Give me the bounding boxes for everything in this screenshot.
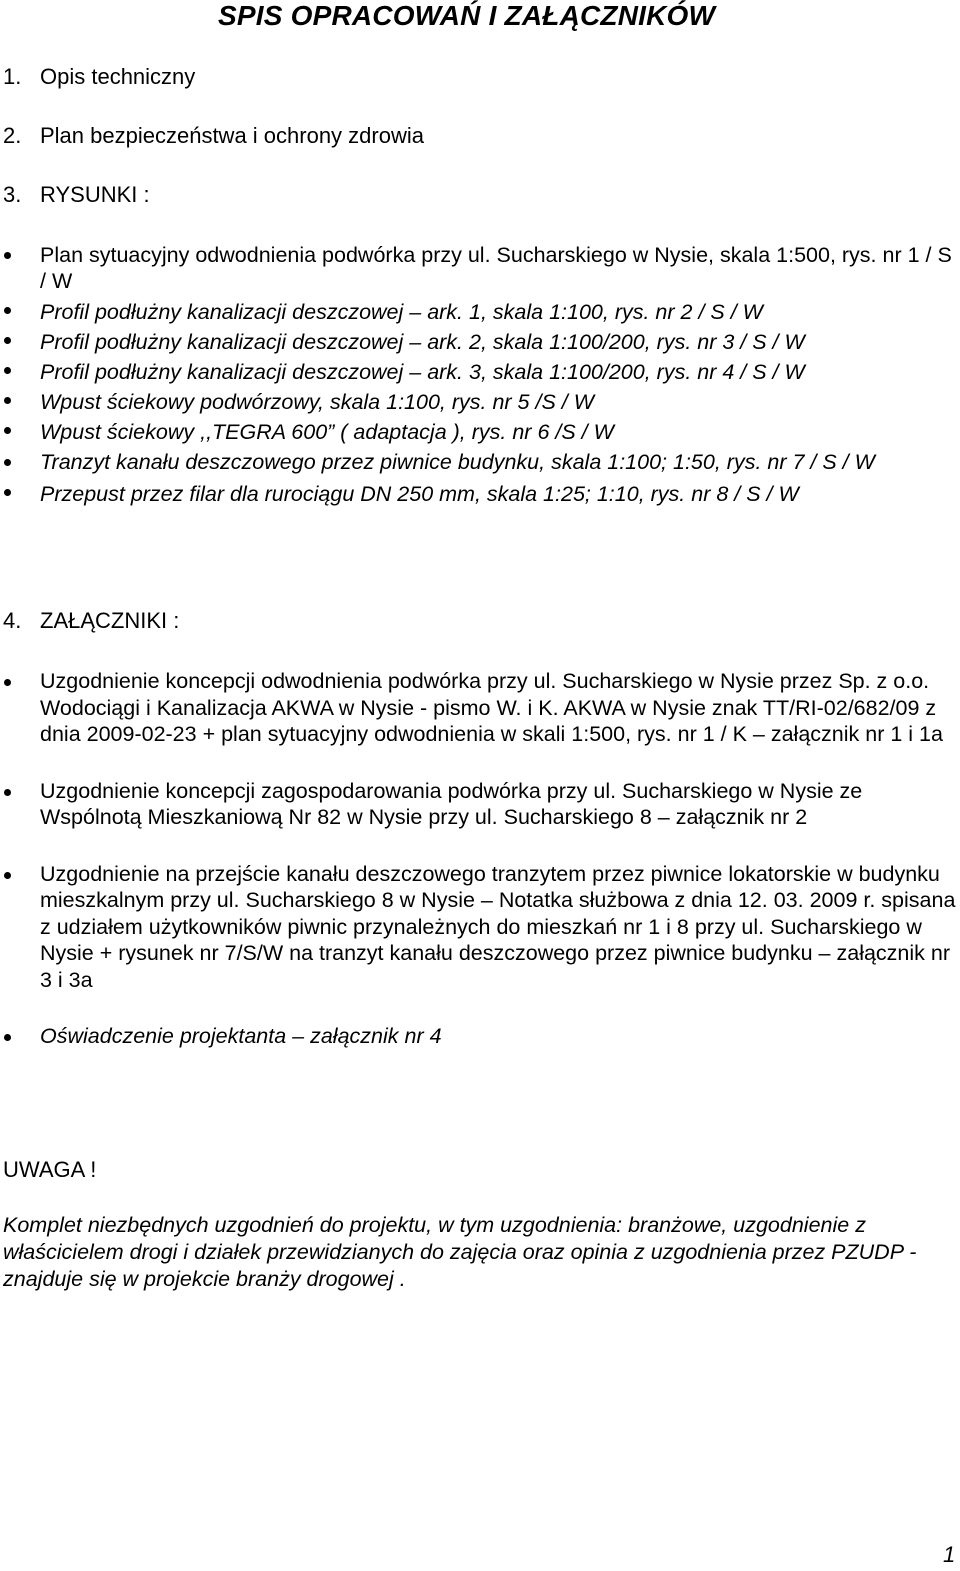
section-label: Plan bezpieczeństwa i ochrony zdrowia xyxy=(40,123,424,148)
bullet-icon xyxy=(4,679,11,686)
bullet-icon xyxy=(4,307,11,314)
section-label: Opis techniczny xyxy=(40,64,196,89)
warning-heading: UWAGA ! xyxy=(3,1157,97,1182)
list-item: Oświadczenie projektanta – załącznik nr 4 xyxy=(0,1023,960,1050)
list-item: Wpust ściekowy ,,TEGRA 600” ( adaptacja ), rys. nr 6 /S / W xyxy=(0,417,960,447)
list-item: Profil podłużny kanalizacji deszczowej – ark. 3, skala 1:100/200, rys. nr 4 / S / W xyxy=(0,357,960,387)
section-number: 4. xyxy=(3,608,22,633)
list-item: Uzgodnienie na przejście kanału deszczowego tranzytem przez piwnice lokatorskie w budynku mieszkalnym przy ul. Sucharskiego 8 w Nysie – Notatka służbowa z dnia 12. 03. 2009 r. spisana z udziałem użytkowników piwnic przynależnych do mieszkań nr 1 i 8 przy ul. Sucharskiego w Nysie + rysunek nr 7/S/W na tranzyt kanału deszczowego przez piwnice budynku – załącznik nr 3 i 3a xyxy=(0,861,960,994)
section-2 xyxy=(3,123,424,149)
page-title: SPIS OPRACOWAŃ I ZAŁĄCZNIKÓW xyxy=(218,0,716,31)
bullet-icon xyxy=(4,872,11,879)
bullet-icon xyxy=(4,459,11,466)
note-paragraph: Komplet niezbędnych uzgodnień do projektu, w tym uzgodnienia: branżowe, uzgodnienie z właścicielem drogi i działek przewidzianych do zajęcia oraz opinia z uzgodnienia przez PZUDP - znajduje się w projekcie branży drogowej . xyxy=(3,1213,917,1291)
section-label: RYSUNKI : xyxy=(40,182,150,207)
list-item: Uzgodnienie koncepcji zagospodarowania podwórka przy ul. Sucharskiego w Nysie ze Wspólnotą Mieszkaniową Nr 82 w Nysie przy ul. Sucharskiego 8 – załącznik nr 2 xyxy=(0,778,960,831)
bullet-icon xyxy=(4,789,11,796)
bullet-icon xyxy=(4,367,11,374)
list-item: Plan sytuacyjny odwodnienia podwórka przy ul. Sucharskiego w Nysie, skala 1:500, rys. nr 1 / S / W xyxy=(0,242,960,294)
list-item: Uzgodnienie koncepcji odwodnienia podwórka przy ul. Sucharskiego w Nysie przez Sp. z o.o. Wodociągi i Kanalizacja AKWA w Nysie - pismo W. i K. AKWA w Nysie znak TT/RI-02/682/09 z dnia 2009-02-23 + plan sytuacyjny odwodnienia w skali 1:500, rys. nr 1 / K – załącznik nr 1 i 1a xyxy=(0,668,960,748)
section-number: 1. xyxy=(3,64,22,89)
section-1 xyxy=(3,64,195,90)
bullet-icon xyxy=(4,252,11,259)
list-item: Wpust ściekowy podwórzowy, skala 1:100, rys. nr 5 /S / W xyxy=(0,387,960,417)
bullet-icon xyxy=(4,489,11,496)
page-number: 1 xyxy=(943,1542,956,1567)
list-item: Profil podłużny kanalizacji deszczowej – ark. 2, skala 1:100/200, rys. nr 3 / S / W xyxy=(0,327,960,357)
drawings-list xyxy=(0,242,960,509)
section-3 xyxy=(3,182,150,208)
bullet-icon xyxy=(4,337,11,344)
list-item: Profil podłużny kanalizacji deszczowej – ark. 1, skala 1:100, rys. nr 2 / S / W xyxy=(0,297,960,327)
section-number: 3. xyxy=(3,182,22,207)
bullet-icon xyxy=(4,427,11,434)
list-item: Przepust przez filar dla rurociągu DN 250 mm, skala 1:25; 1:10, rys. nr 8 / S / W xyxy=(0,479,960,509)
section-label: ZAŁĄCZNIKI : xyxy=(40,608,180,633)
list-item: Tranzyt kanału deszczowego przez piwnice budynku, skala 1:100; 1:50, rys. nr 7 / S / W xyxy=(0,449,960,475)
section-4 xyxy=(3,608,179,634)
bullet-icon xyxy=(4,397,11,404)
attachments-list xyxy=(0,668,960,1050)
section-number: 2. xyxy=(3,123,22,148)
bullet-icon xyxy=(4,1034,11,1041)
